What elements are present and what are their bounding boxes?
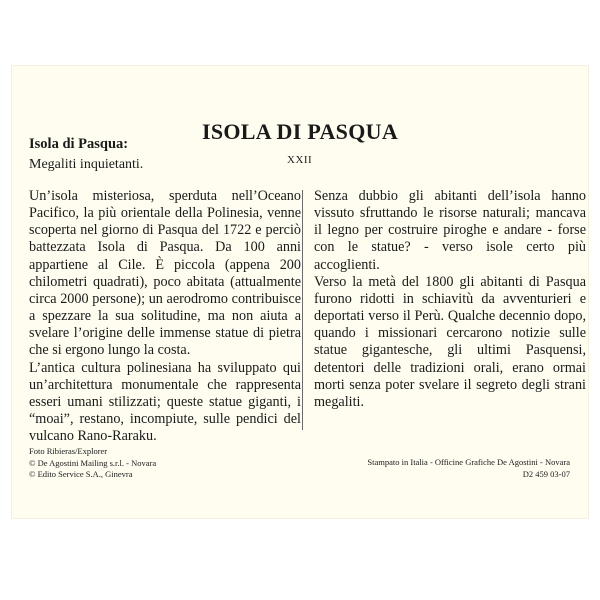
copyright-line-1: © De Agostini Mailing s.r.l. - Novara [29,457,157,468]
photo-credit: Foto Ribieras/Explorer [29,446,108,456]
card-number: XXII [287,154,313,166]
product-code: D2 459 03-07 [522,468,570,479]
credits-right [367,457,570,480]
printer-credit: Stampato in Italia - Officine Grafiche De Agostini - Novara [367,457,570,467]
right-column [314,188,586,411]
column-divider [302,190,303,430]
right-paragraph-1: Senza dubbio gli abitanti dell’isola hanno vissuto sfruttando le risorse naturali; mancava il legno per costruire piroghe e andare - forse con le statue? - verso isole certo più accoglienti. [314,188,586,273]
section-subtitle: Megaliti inquietanti. [29,157,144,172]
credits-left [29,446,156,481]
section-title: Isola di Pasqua: [29,136,129,152]
left-paragraph-2: L’antica cultura polinesiana ha sviluppato qui un’architettura monumentale che rappresenta esseri umani stilizzati; queste statue giganti, i “moai”, restano, incompiute, sulle pendici del vulcano Rano-Raraku. [29,359,301,445]
copyright-line-2: © Edito Service S.A., Ginevra [29,469,133,479]
page-title: ISOLA DI PASQUA [201,119,399,144]
right-paragraph-2: Verso la metà del 1800 gli abitanti di Pasqua furono ridotti in schiavitù da avventurieri e deportati verso il Perù. Qualche decennio dopo, quando i missionari cercarono notizie sulle statue gigantesche, gli ultimi Pasquensi, detentori delle tradizioni orali, erano ormai morti senza poter svelare il segreto degli strani megaliti. [314,273,586,410]
left-column [29,188,301,445]
left-paragraph-1: Un’isola misteriosa, sperduta nell’Oceano Pacifico, la più orientale della Polinesia, venne scoperta nel giorno di Pasqua del 1722 e perciò battezzata Isola di Pasqua. Da 100 anni appartiene al Cile. È piccola (appena 200 chilometri quadrati), poco abitata (attualmente circa 2000 persone); un aerodromo contribuisce a spezzare la sua solitudine, ma non aiuta a svelare l’origine delle immense statue di pietra che si ergono lungo la costa. [29,188,301,359]
